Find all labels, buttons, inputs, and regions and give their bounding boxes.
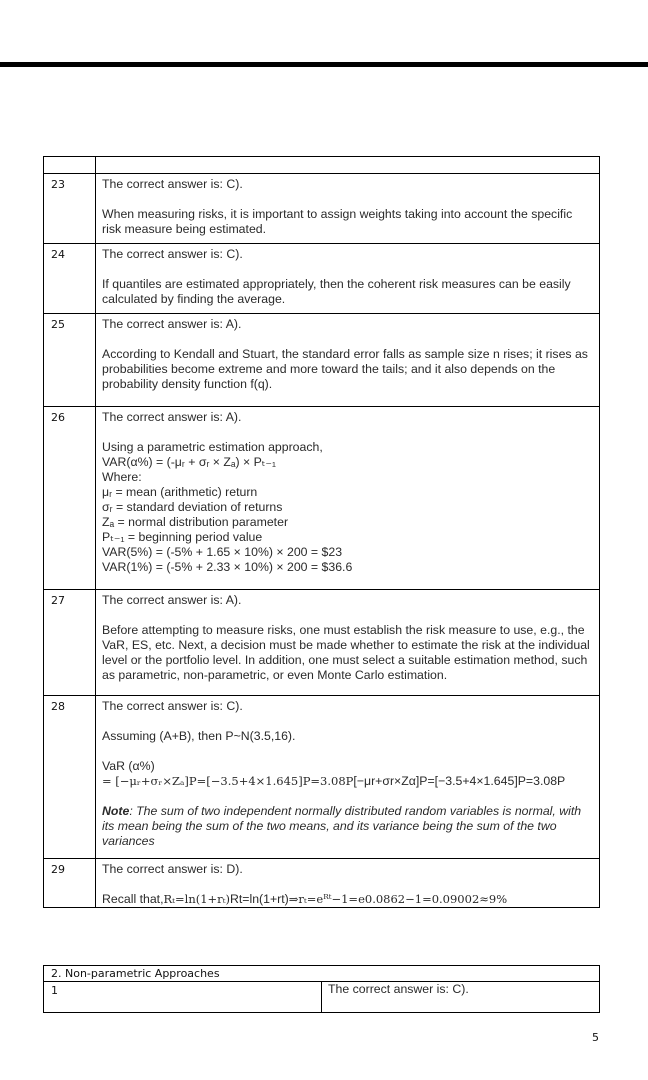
formula-serif: Rₜ=ln(1+rₜ) bbox=[163, 892, 230, 906]
section-table bbox=[43, 965, 600, 1013]
question-number: 28 bbox=[44, 696, 96, 859]
explanation-line: Zₐ = normal distribution parameter bbox=[102, 515, 289, 529]
table-row bbox=[44, 859, 600, 908]
explanation-line: Pₜ₋₁ = beginning period value bbox=[102, 530, 263, 544]
answer-cell bbox=[96, 407, 600, 590]
table-row bbox=[44, 244, 600, 314]
table-row bbox=[44, 982, 600, 1013]
explanation-line: VAR(1%) = (-5% + 2.33 × 10%) × 200 = $36.6 bbox=[102, 560, 353, 574]
answers-table bbox=[43, 156, 600, 908]
answer-cell bbox=[96, 859, 600, 908]
answer-cell bbox=[96, 590, 600, 696]
question-number: 26 bbox=[44, 407, 96, 590]
explanation: When measuring risks, it is important to assign weights taking into account the specific risk measure being estimated. bbox=[102, 207, 573, 236]
correct-answer: The correct answer is: C). bbox=[102, 247, 243, 261]
answer-cell bbox=[96, 696, 600, 859]
explanation-line: Where: bbox=[102, 470, 142, 484]
answer-cell bbox=[96, 174, 600, 244]
top-rule bbox=[0, 62, 648, 67]
formula-serif-result: ⇒rₜ=eᴿᵗ−1=e0.0862−1=0.09002≈9% bbox=[288, 892, 508, 906]
note-text: : The sum of two independent normally distributed random variables is normal, with its mean being the sum of the two means, and its variance being the sum of the two variances bbox=[102, 804, 582, 848]
recall-label: Recall that, bbox=[102, 892, 164, 906]
question-number: 23 bbox=[44, 174, 96, 244]
correct-answer: The correct answer is: C). bbox=[102, 699, 243, 713]
explanation: Before attempting to measure risks, one must establish the risk measure to use, e.g., the VaR, ES, etc. Next, a decision must be made whether to estimate the risk at the individual level or the portfolio level. In addition, one must select a suitable estimation method, such as parametric, non-parametric, or even Monte Carlo estimation. bbox=[102, 623, 590, 682]
correct-answer: The correct answer is: A). bbox=[102, 410, 242, 424]
explanation: According to Kendall and Stuart, the standard error falls as sample size n rises; it rises as probabilities become extreme and more toward the tails; and it also depends on the probability density function f(q). bbox=[102, 347, 588, 391]
question-number: 29 bbox=[44, 859, 96, 908]
formula-serif: = [−μᵣ+σᵣ×Zₐ]P=[−3.5+4×1.645]P=3.08P bbox=[102, 774, 354, 788]
section-title: 2. Non-parametric Approaches bbox=[44, 966, 600, 982]
table-row bbox=[44, 407, 600, 590]
formula-plain: Rt=ln(1+rt) bbox=[230, 892, 289, 906]
table-row bbox=[44, 590, 600, 696]
answer-cell bbox=[96, 244, 600, 314]
table-row bbox=[44, 696, 600, 859]
explanation: If quantiles are estimated appropriately, then the coherent risk measures can be easily calculated by finding the average. bbox=[102, 277, 571, 306]
correct-answer: The correct answer is: C). bbox=[102, 177, 243, 191]
explanation-line: Using a parametric estimation approach, bbox=[102, 440, 323, 454]
explanation-line: σᵣ = standard deviation of returns bbox=[102, 500, 283, 514]
var-formula bbox=[102, 774, 591, 789]
note bbox=[102, 804, 591, 849]
explanation-line: μᵣ = mean (arithmetic) return bbox=[102, 485, 258, 499]
var-label: VaR (α%) bbox=[102, 759, 155, 773]
assumption: Assuming (A+B), then P~N(3.5,16). bbox=[102, 729, 296, 743]
header-cell-number bbox=[44, 157, 96, 174]
correct-answer: The correct answer is: D). bbox=[102, 862, 243, 876]
header-cell-body bbox=[96, 157, 600, 174]
note-label: Note bbox=[102, 804, 130, 818]
correct-answer: The correct answer is: A). bbox=[102, 317, 242, 331]
answer-cell bbox=[322, 982, 600, 1013]
table-header-row bbox=[44, 157, 600, 174]
correct-answer: The correct answer is: A). bbox=[102, 593, 242, 607]
question-number: 27 bbox=[44, 590, 96, 696]
explanation-line: VAR(5%) = (-5% + 1.65 × 10%) × 200 = $23 bbox=[102, 545, 343, 559]
table-row bbox=[44, 314, 600, 407]
explanation-line: VAR(α%) = (-μᵣ + σᵣ × Zₐ) × Pₜ₋₁ bbox=[102, 455, 277, 469]
formula-plain: [−μr+σr×Zα]P=[−3.5+4×1.645]P=3.08P bbox=[353, 774, 566, 788]
table-row bbox=[44, 174, 600, 244]
page-number: 5 bbox=[592, 1031, 599, 1044]
answer-cell bbox=[96, 314, 600, 407]
question-number: 25 bbox=[44, 314, 96, 407]
correct-answer: The correct answer is: C). bbox=[328, 982, 469, 996]
section-header-row bbox=[44, 966, 600, 982]
question-number: 1 bbox=[44, 982, 322, 1013]
question-number: 24 bbox=[44, 244, 96, 314]
recall-formula bbox=[102, 892, 591, 907]
